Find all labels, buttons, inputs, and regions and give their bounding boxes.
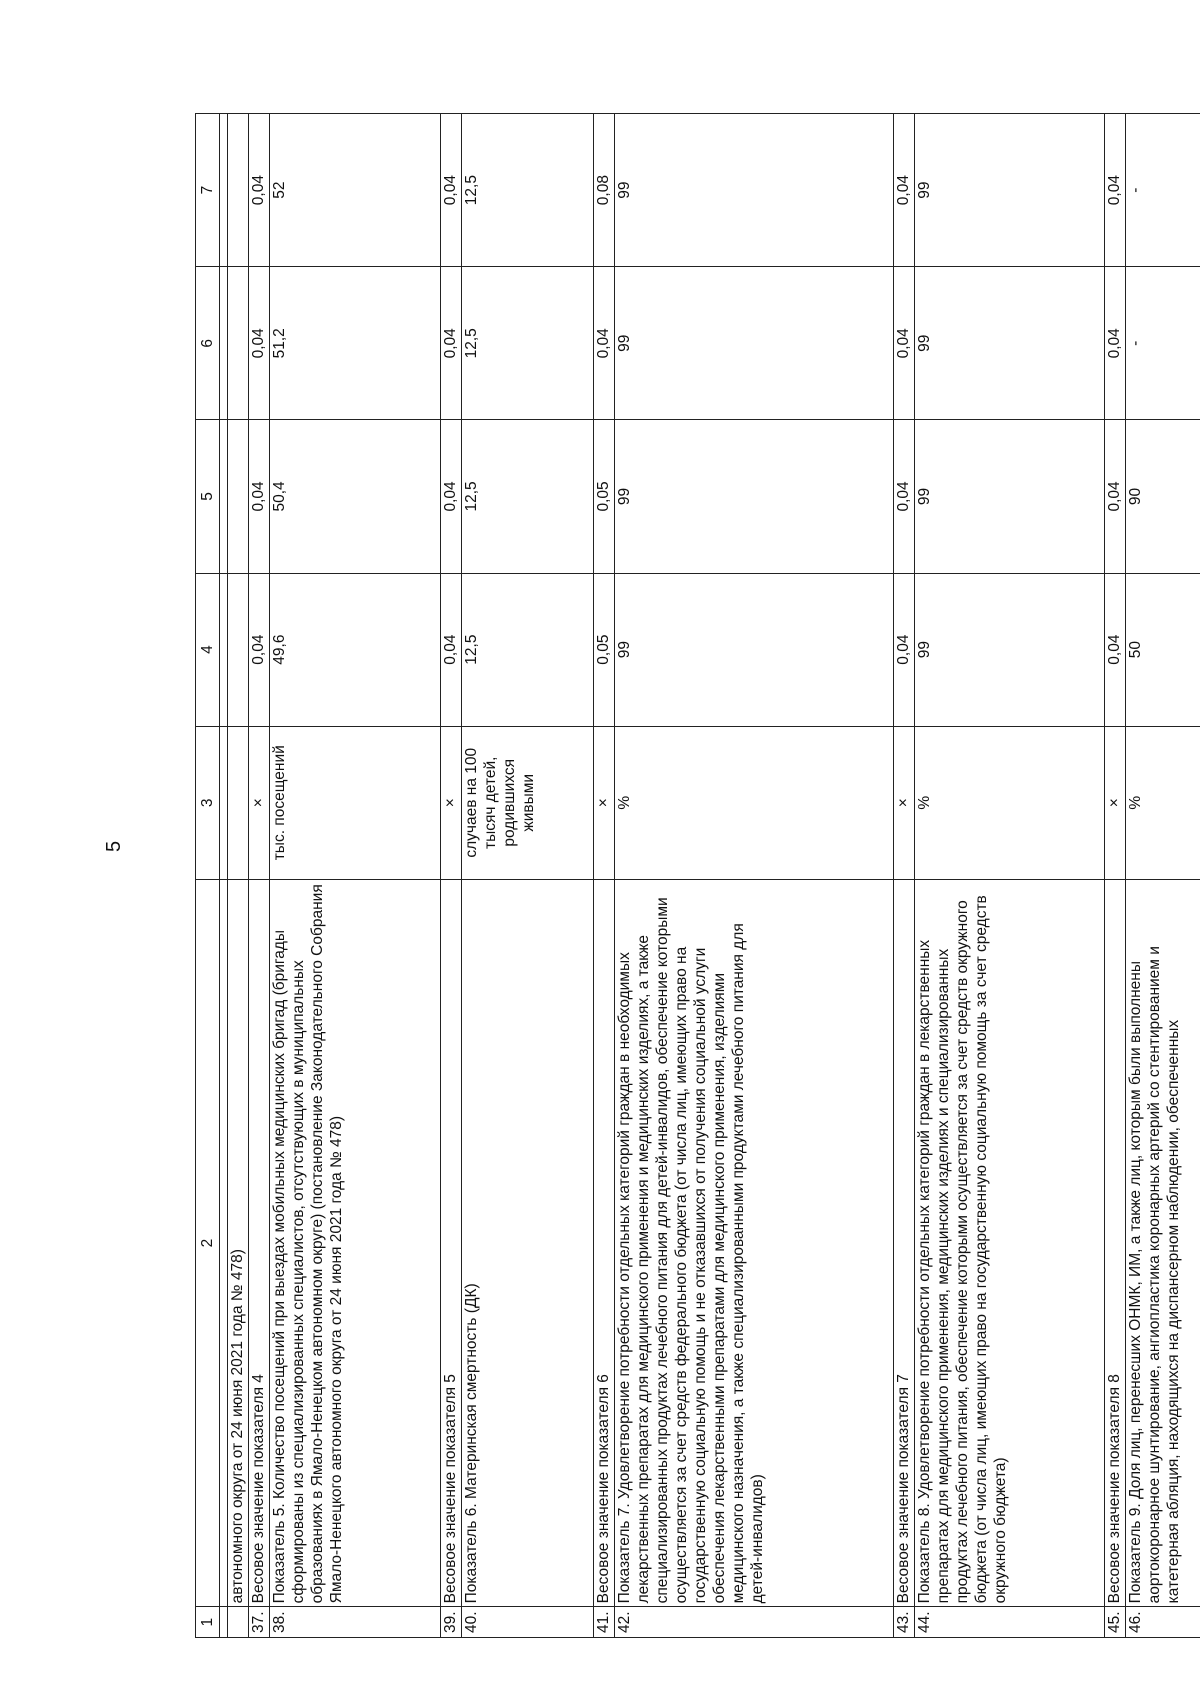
value-col-5: 0,04 [249,420,270,573]
value-col-6: 0,04 [1105,267,1126,420]
value-col-5: 0,04 [441,420,462,573]
row-number: 46. [1126,1607,1200,1638]
table-row [462,114,594,1638]
value-col-6: 0,04 [894,267,915,420]
table-row [441,114,462,1638]
page-number: 5 [103,840,125,852]
value-col-7: 99 [615,114,894,267]
indicator-name: Весовое значение показателя 7 [894,879,915,1607]
unit-cell: % [915,726,1105,879]
row-number: 38. [270,1607,441,1638]
value-col-5: 99 [615,420,894,573]
row-number: 41. [594,1607,615,1638]
value-col-4: 99 [915,573,1105,726]
value-col-6: 51,2 [270,267,441,420]
value-col-7: 0,04 [441,114,462,267]
value-col-6: 99 [915,267,1105,420]
table-row [594,114,615,1638]
indicator-name: Показатель 7. Удовлетворение потребности отдельных категорий граждан в необходимых лекарственных препаратах для медицинского применения и медицинских изделиях, а также специализированных продуктах лечебного питания для детей-инвалидов, обеспечение которыми осуществляется за счет средств федерального бюджета (от числа лиц, имеющих право на государственную социальную помощь и не отказавшихся от получения социальной услуги обеспечения лекарственными препаратами для медицинского применения, изделиями медицинского назначения, а также специализированными продуктами лечебного питания для детей-инвалидов) [615,879,894,1607]
column-header-1: 1 [196,1607,220,1638]
value-col-6: - [1126,267,1200,420]
value-col-5: 99 [915,420,1105,573]
table-row [915,114,1105,1638]
spacer-row [220,114,228,1638]
unit-cell: × [594,726,615,879]
table-row [270,114,441,1638]
value-col-5: 90 [1126,420,1200,573]
column-header-5: 5 [196,420,220,573]
column-header-4: 4 [196,573,220,726]
value-col-6: 0,04 [594,267,615,420]
column-header-7: 7 [196,114,220,267]
continuation-text: автономного округа от 24 июня 2021 года № 478) [228,879,249,1607]
value-col-4: 49,6 [270,573,441,726]
table-row [249,114,270,1638]
indicator-name: Показатель 5. Количество посещений при выездах мобильных медицинских бригад (бригады сформированы из специализированных специалистов, отсутствующих в муниципальных образованиях в Ямало-Ненецком автономном округе) (постановление Законодательного Собрания Ямало-Ненецкого автономного округа от 24 июня 2021 года № 478) [270,879,441,1607]
value-col-4: 0,04 [894,573,915,726]
value-col-7: 99 [915,114,1105,267]
value-col-5: 0,04 [1105,420,1126,573]
value-col-6: 12,5 [462,267,594,420]
unit-cell: × [249,726,270,879]
row-number: 37. [249,1607,270,1638]
indicator-name: Весовое значение показателя 8 [1105,879,1126,1607]
indicators-table [195,113,1200,1638]
value-col-7: 0,04 [894,114,915,267]
row-number: 40. [462,1607,594,1638]
value-col-6: 99 [615,267,894,420]
value-col-7: 52 [270,114,441,267]
value-col-7: 0,04 [249,114,270,267]
table-row [1126,114,1200,1638]
value-col-4: 0,04 [249,573,270,726]
indicator-name: Показатель 8. Удовлетворение потребности отдельных категорий граждан в лекарственных препаратах для медицинского применения, медицинских изделиях и специализированных продуктах лечебного питания, обеспечение которыми осуществляется за счет средств окружного бюджета (от числа лиц, имеющих право на государственную социальную помощь за счет средств окружного бюджета) [915,879,1105,1607]
value-col-7: 0,04 [1105,114,1126,267]
value-col-4: 0,04 [441,573,462,726]
value-col-7: 12,5 [462,114,594,267]
row-number: 42. [615,1607,894,1638]
indicator-name: Показатель 9. Доля лиц, перенесших ОНМК, ИМ, а также лиц, которым были выполнены аортокоронарное шунтирование, ангиопластика коронарных артерий со стентированием и катетерная абляция, находящихся на диспансерном наблюдении, обеспеченных [1126,879,1200,1607]
indicator-name: Весовое значение показателя 5 [441,879,462,1607]
value-col-5: 50,4 [270,420,441,573]
unit-cell: × [441,726,462,879]
value-col-5: 0,04 [894,420,915,573]
unit-cell: % [1126,726,1200,879]
value-col-6: 0,04 [249,267,270,420]
unit-cell: тыс. посещений [270,726,441,879]
value-col-5: 12,5 [462,420,594,573]
unit-cell: × [1105,726,1126,879]
row-number: 44. [915,1607,1105,1638]
value-col-7: 0,08 [594,114,615,267]
row-number: 43. [894,1607,915,1638]
value-col-4: 99 [615,573,894,726]
table-row [1105,114,1126,1638]
unit-cell: × [894,726,915,879]
value-col-4: 0,05 [594,573,615,726]
value-col-5: 0,05 [594,420,615,573]
value-col-4: 0,04 [1105,573,1126,726]
value-col-7: - [1126,114,1200,267]
indicator-name: Показатель 6. Материнская смертность (ДК) [462,879,594,1607]
table-row [894,114,915,1638]
unit-cell: % [615,726,894,879]
continuation-row [228,114,249,1638]
value-col-4: 50 [1126,573,1200,726]
column-header-2: 2 [196,879,220,1607]
indicator-name: Весовое значение показателя 4 [249,879,270,1607]
row-number: 39. [441,1607,462,1638]
header-row [196,114,220,1638]
column-header-6: 6 [196,267,220,420]
table-row [615,114,894,1638]
value-col-6: 0,04 [441,267,462,420]
value-col-4: 12,5 [462,573,594,726]
row-number: 45. [1105,1607,1126,1638]
column-header-3: 3 [196,726,220,879]
unit-cell: случаев на 100 тысяч детей, родившихся живыми [462,726,594,879]
indicator-name: Весовое значение показателя 6 [594,879,615,1607]
